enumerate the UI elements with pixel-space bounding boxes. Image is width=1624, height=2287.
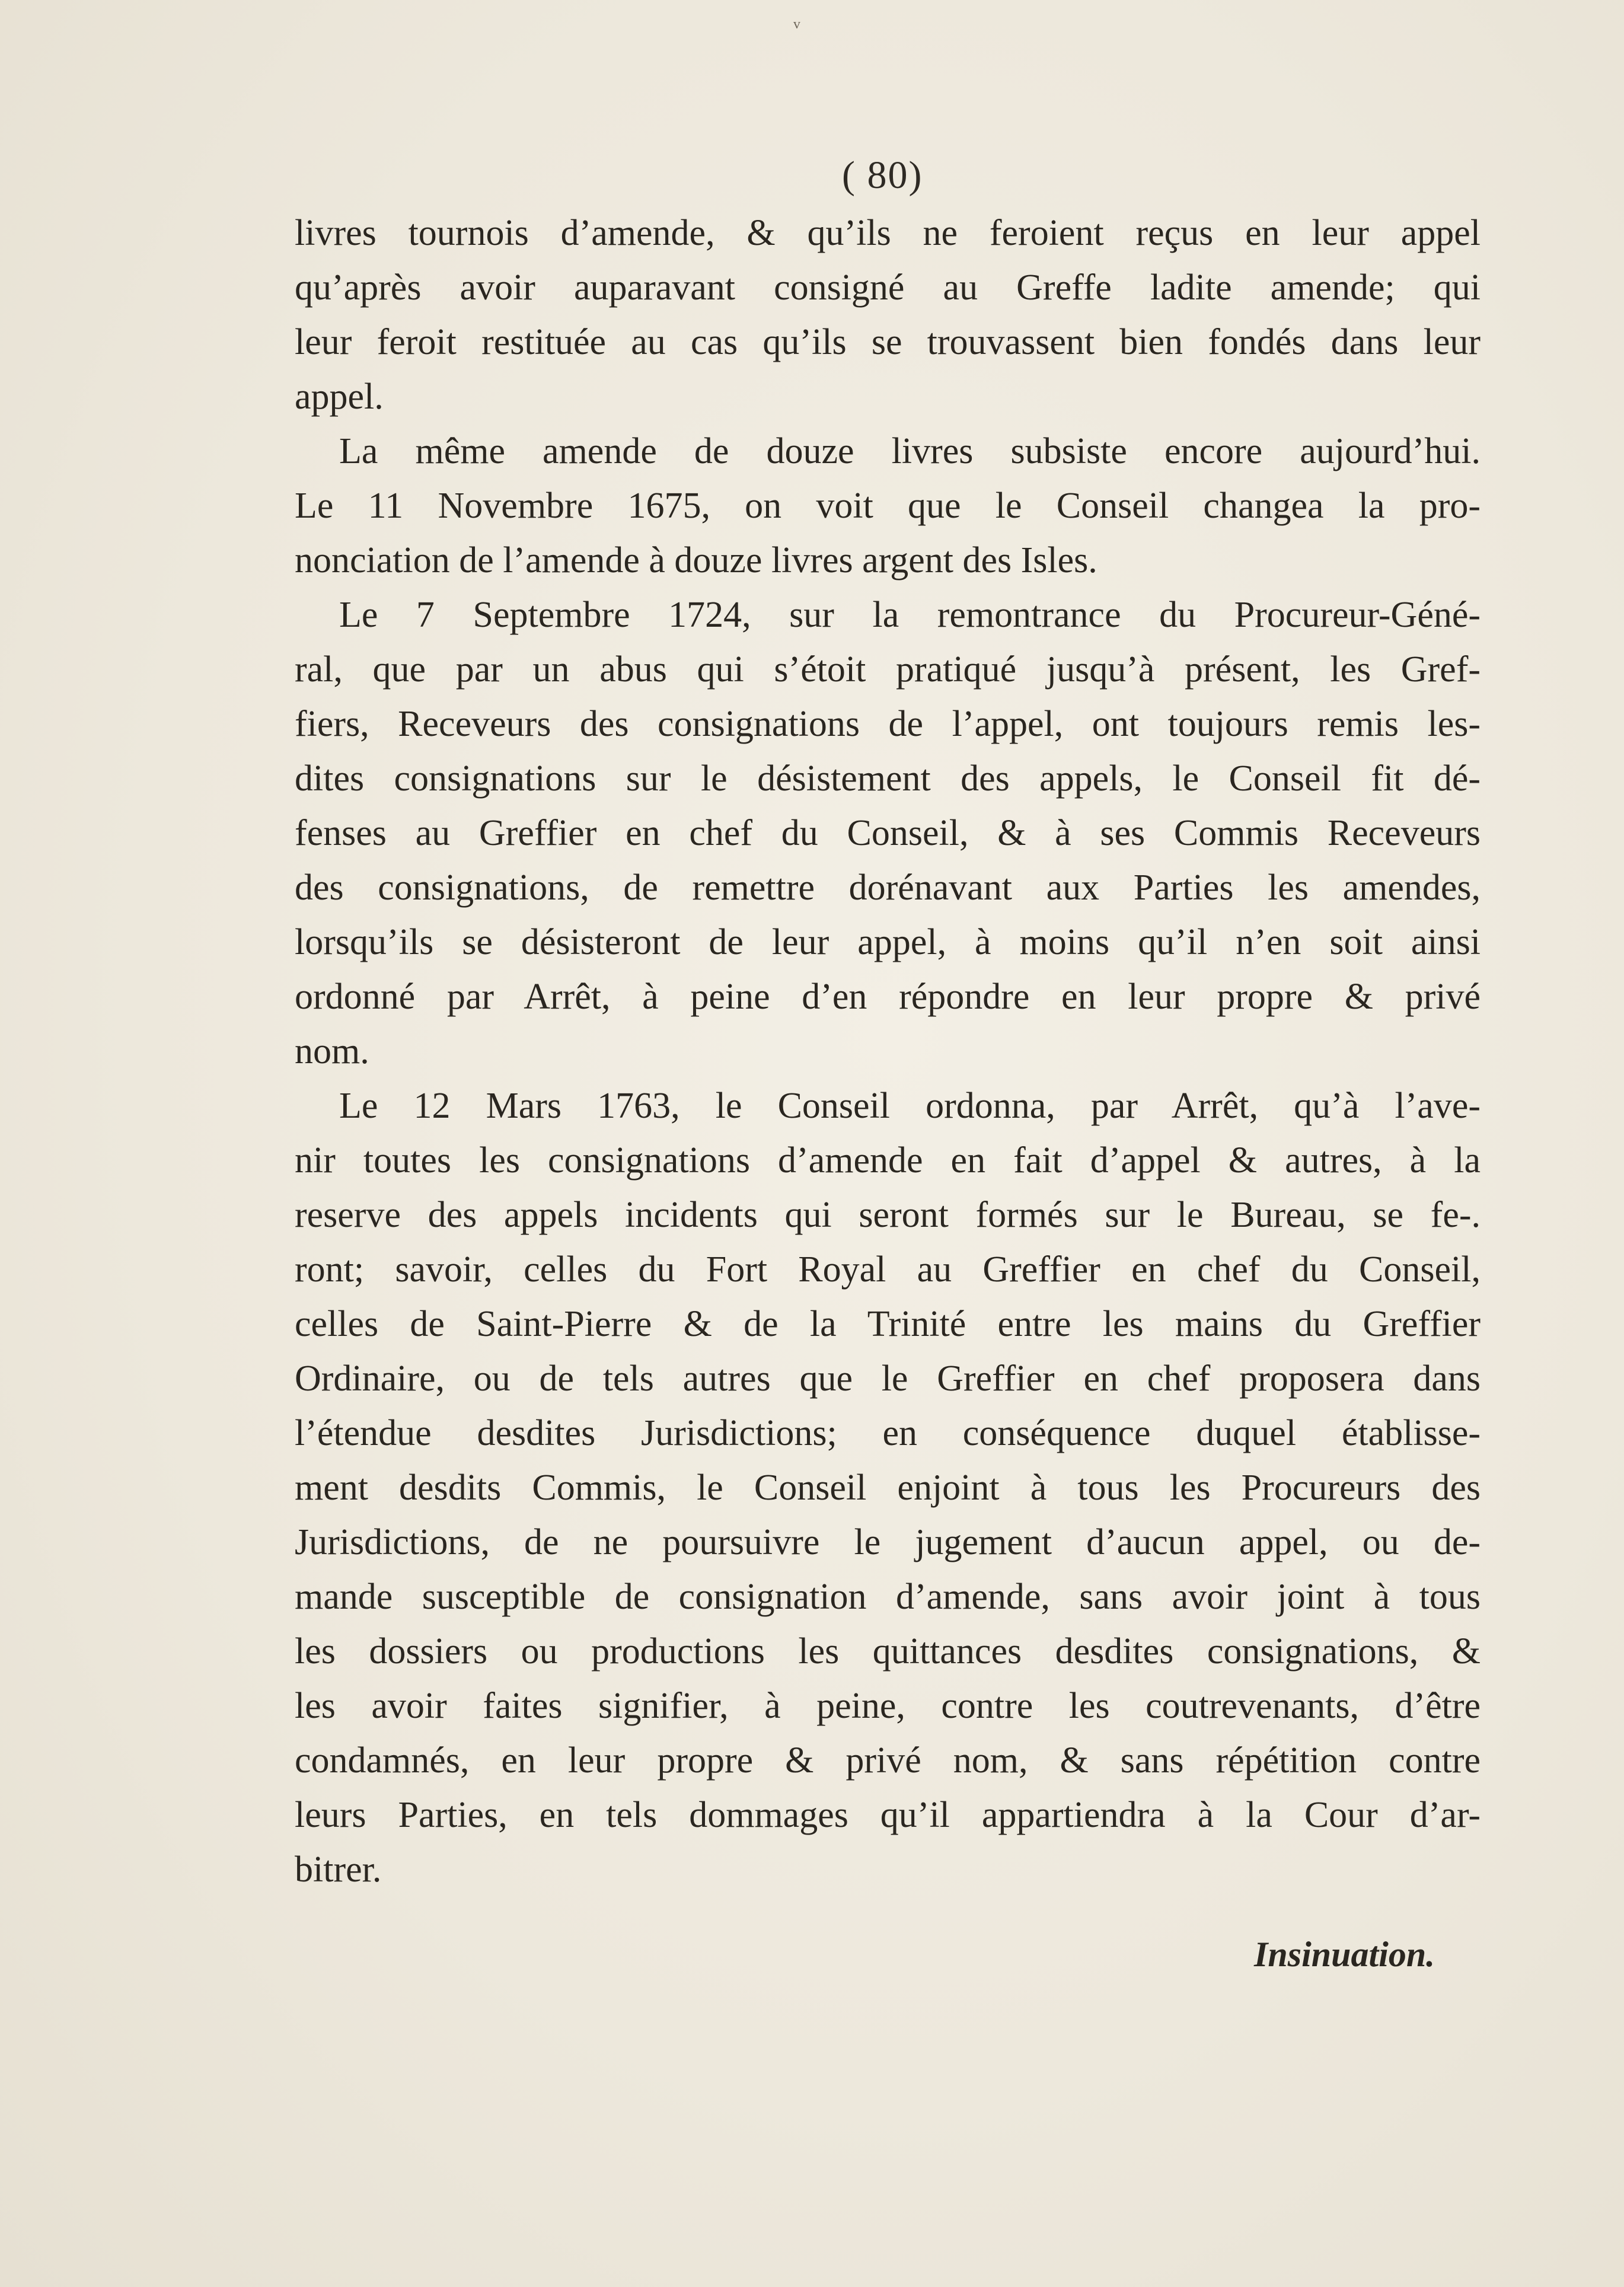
text-line: nom.: [295, 1031, 369, 1071]
text-line: Le 11 Novembre 1675, on voit que le Conseil changea la pro-: [295, 486, 1481, 526]
text-line: nir toutes les consignations d’amende en fait d’appel & autres, à la: [295, 1140, 1481, 1181]
text-line: les dossiers ou productions les quittances desdites consignations, &: [295, 1631, 1481, 1672]
text-line: Jurisdictions, de ne poursuivre le jugement d’aucun appel, ou de-: [295, 1522, 1481, 1562]
text-line: ront; savoir, celles du Fort Royal au Greffier en chef du Conseil,: [295, 1249, 1481, 1290]
catchword: Insinuation.: [1254, 1935, 1435, 1974]
text-line: Le 7 Septembre 1724, sur la remontrance du Procureur-Géné-: [339, 595, 1481, 635]
text-line: lorsqu’ils se désisteront de leur appel, à moins qu’il n’en soit ainsi: [295, 922, 1481, 962]
text-line: leur feroit restituée au cas qu’ils se trouvassent bien fondés dans leur: [295, 322, 1481, 362]
text-line: fiers, Receveurs des consignations de l’appel, ont toujours remis les-: [295, 704, 1481, 744]
text-line: ment desdits Commis, le Conseil enjoint à tous les Procureurs des: [295, 1468, 1481, 1508]
text-line: fenses au Greffier en chef du Conseil, & à ses Commis Receveurs: [295, 813, 1481, 853]
page-number: ( 80): [842, 154, 923, 197]
text-line: leurs Parties, en tels dommages qu’il appartiendra à la Cour d’ar-: [295, 1795, 1481, 1835]
top-ink-mark: ᵛ: [793, 14, 800, 40]
text-line: ordonné par Arrêt, à peine d’en répondre en leur propre & privé: [295, 977, 1481, 1017]
text-line: dites consignations sur le désistement des appels, le Conseil fit dé-: [295, 758, 1481, 799]
text-line: ral, que par un abus qui s’étoit pratiqué jusqu’à présent, les Gref-: [295, 649, 1481, 690]
text-line: La même amende de douze livres subsiste encore aujourd’hui.: [339, 431, 1481, 471]
text-line: mande susceptible de consignation d’amende, sans avoir joint à tous: [295, 1577, 1481, 1617]
text-line: reserve des appels incidents qui seront formés sur le Bureau, se fe-.: [295, 1195, 1481, 1235]
text-line: celles de Saint-Pierre & de la Trinité entre les mains du Greffier: [295, 1304, 1481, 1344]
body-text: [295, 206, 1481, 1897]
text-line: Le 12 Mars 1763, le Conseil ordonna, par Arrêt, qu’à l’ave-: [339, 1086, 1481, 1126]
text-line: les avoir faites signifier, à peine, contre les coutrevenants, d’être: [295, 1686, 1481, 1726]
text-line: qu’après avoir auparavant consigné au Greffe ladite amende; qui: [295, 267, 1481, 308]
text-line: condamnés, en leur propre & privé nom, & sans répétition contre: [295, 1740, 1481, 1781]
text-line: Ordinaire, ou de tels autres que le Greffier en chef proposera dans: [295, 1358, 1481, 1399]
text-line: bitrer.: [295, 1849, 382, 1890]
text-line: appel.: [295, 377, 384, 417]
text-line: des consignations, de remettre dorénavant aux Parties les amendes,: [295, 867, 1481, 908]
text-line: livres tournois d’amende, & qu’ils ne feroient reçus en leur appel: [295, 213, 1481, 253]
text-line: nonciation de l’amende à douze livres argent des Isles.: [295, 540, 1097, 580]
text-line: l’étendue desdites Jurisdictions; en conséquence duquel établisse-: [295, 1413, 1481, 1453]
